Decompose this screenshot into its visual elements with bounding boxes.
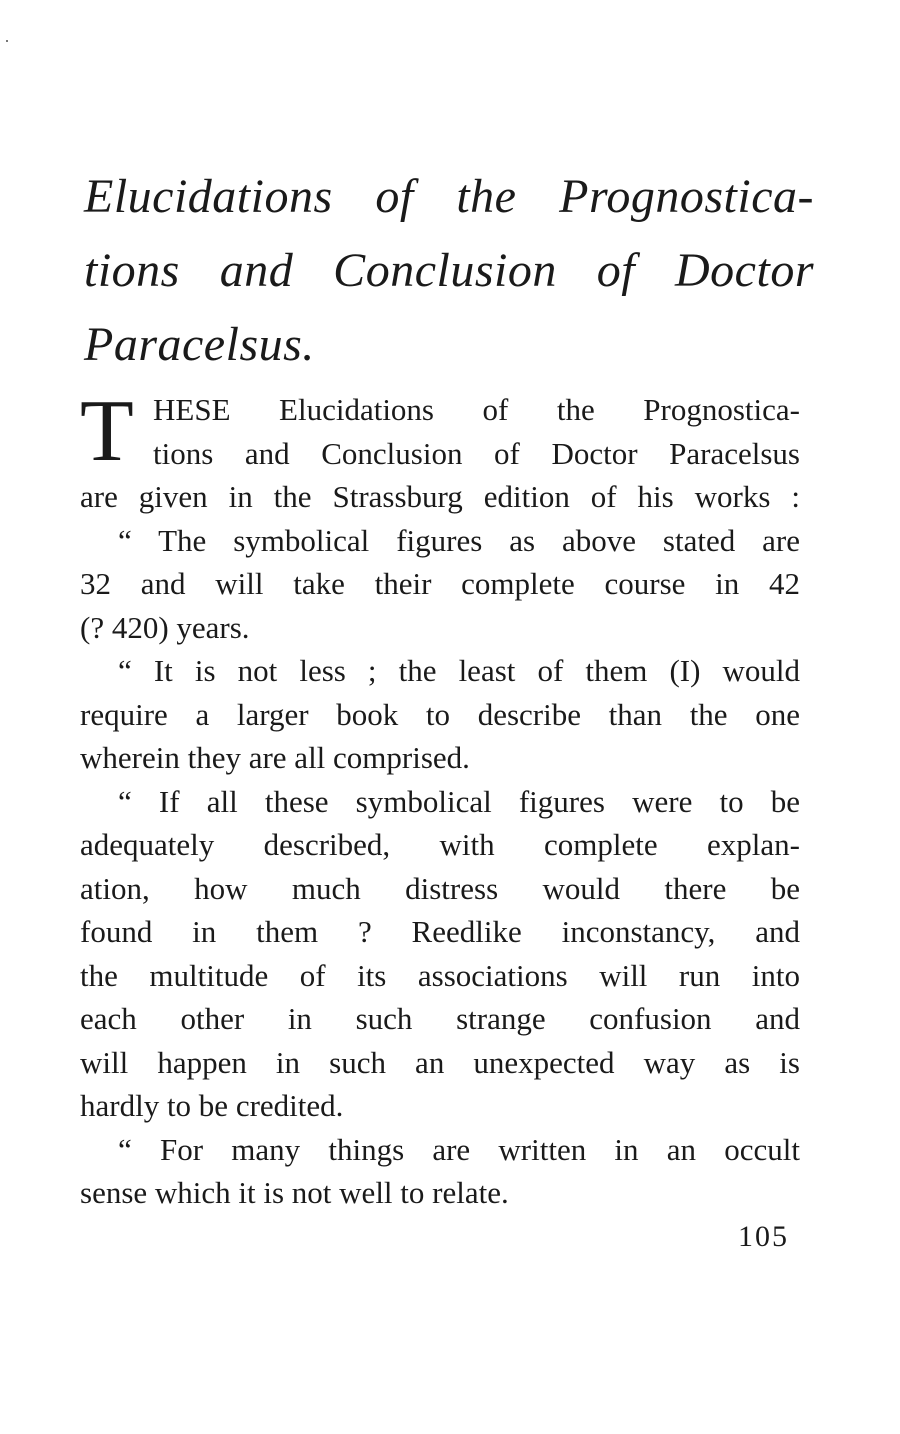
drop-cap: T (80, 383, 134, 480)
chapter-heading (84, 160, 814, 382)
text-line: “ The symbolical figures as above stated are (118, 522, 800, 558)
text-line: each other in such strange confusion and (80, 1001, 800, 1036)
page-number: 105 (738, 1220, 789, 1253)
heading-line: Paracelsus. (84, 318, 315, 371)
text-line: “ For many things are written in an occult (118, 1131, 800, 1167)
text-line: wherein they are all comprised. (80, 740, 470, 775)
scan-speck (6, 40, 8, 42)
text-line: the multitude of its associations will run into (80, 957, 800, 993)
text-line: “ It is not less ; the least of them (I) would (118, 653, 800, 688)
paragraph-2 (80, 519, 800, 650)
text-line: HESE Elucidations of the Prognostica- (153, 392, 800, 427)
text-line: found in them ? Reedlike inconstancy, and (80, 914, 800, 949)
text-line: tions and Conclusion of Doctor Paracelsus (153, 435, 800, 471)
paragraph-1 (80, 383, 800, 519)
text-line: (? 420) years. (80, 609, 250, 645)
text-line: require a larger book to describe than the one (80, 696, 800, 732)
heading-line: Elucidations of the Prognostica- (84, 170, 814, 223)
body-text (80, 383, 800, 1215)
text-line: adequately described, with complete explan- (80, 827, 800, 862)
paragraph-4 (80, 780, 800, 1128)
text-line: “ If all these symbolical figures were to be (118, 783, 800, 819)
text-line: sense which it is not well to relate. (80, 1175, 509, 1210)
paragraph-3 (80, 649, 800, 780)
text-line: 32 and will take their complete course in 42 (80, 566, 800, 601)
heading-line: tions and Conclusion of Doctor (84, 244, 814, 297)
paragraph-5 (80, 1128, 800, 1215)
text-line: will happen in such an unexpected way as is (80, 1044, 800, 1080)
text-line: are given in the Strassburg edition of his works : (80, 479, 800, 514)
text-line: ation, how much distress would there be (80, 870, 800, 906)
text-line: hardly to be credited. (80, 1088, 344, 1123)
